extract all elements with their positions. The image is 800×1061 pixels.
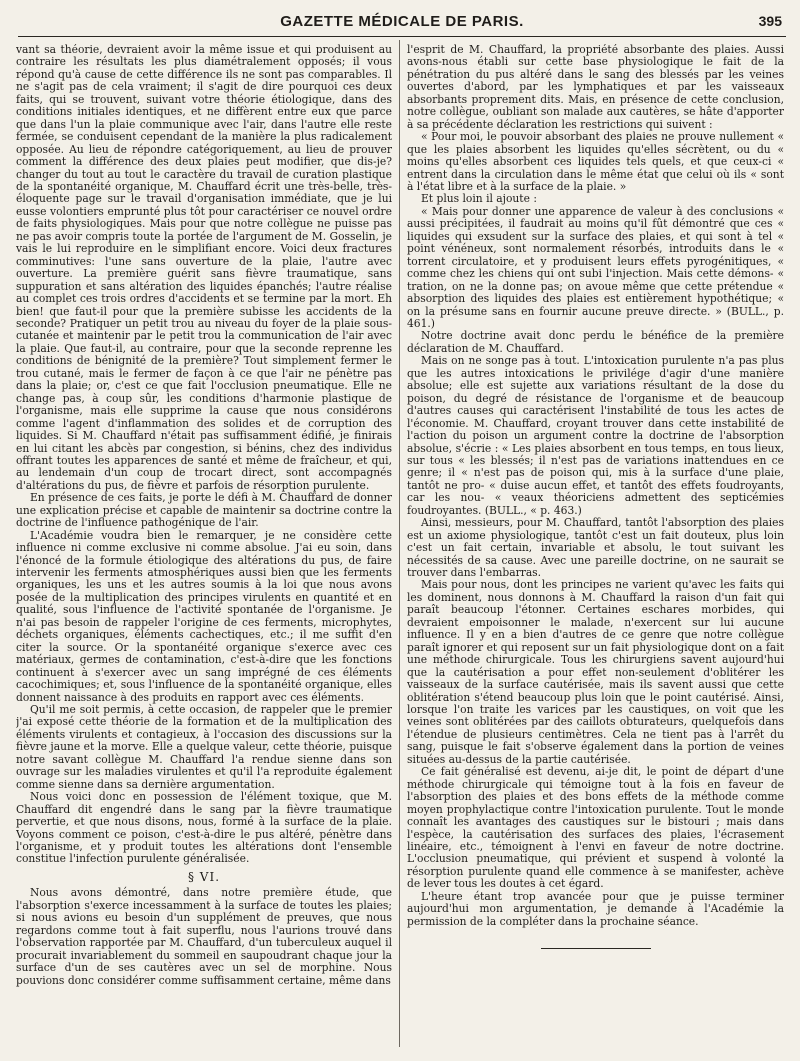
section-heading: § VI.	[187, 869, 221, 884]
page-header	[18, 10, 786, 37]
paragraph: Mais pour nous, dont les principes ne varient qu'avec les faits qui les dominent, nous donnons à M. Chauffard la raison d'un fait qui paraît beaucoup l'étonner. Certaines eschares morbides, qui devraient empoisonner le malade, n'exercent sur lui aucune influence. Il y en a bien d'autres de ce genre que notre collègue paraît ignorer et qui reposent sur un fait physiologique dont on a fait une méthode chirurgicale. Tous les chirurgiens savent aujourd'hui que la cautérisation a pour effet non-seulement d'oblitérer les vaisseaux de la surface cautérisée, mais ils savent aussi que cette oblitération s'étend beaucoup plus loin que le point cautérisé. Ainsi, lorsque l'on traite les varices par les caustiques, on voit que les veines sont oblitérées par des caillots obturateurs, quelquefois dans l'étendue de plusieurs centimètres. Cela ne tient pas à l'arrêt du sang, puisque le fait s'observe également dans la portion de veines situées au-dessus de la partie cautérisée.	[407, 578, 784, 766]
paragraph: vant sa théorie, devraient avoir la même issue et qui produisent au contraire les résultats les plus diamétralement opposés; il vous répond qu'à cause de cette différence ils ne sont pas comparables. Il ne s'agit pas de cela vraiment; il s'agit de dire pourquoi ces deux faits, qui se trouvent, suivant votre théorie étiologique, dans des conditions initiales identiques, et ne diffèrent entre eux que parce que dans l'un la plaie communique avec l'air, dans l'autre elle reste fermée, se conduisent cependant de la manière la plus radicalement opposée. Au lieu de répondre catégoriquement, au lieu de prouver comment la différence des deux plaies peut modifier, que dis-je? changer du tout au tout le caractère du travail de curation plastique de la spontanéité organique, M. Chauffard écrit une très-belle, très-éloquente page sur le travail d'organisation immédiate, que je lui eusse volontiers emprunté plus tôt pour caractériser ce nouvel ordre de faits physiologiques. Mais pour que notre collègue ne puisse pas ne pas avoir compris toute la portée de l'argument de M. Gosselin, je vais le lui reproduire en le simplifiant encore. Voici deux fractures comminutives: l'une sans ouverture de la plaie, l'autre avec ouverture. La première guérit sans fièvre traumatique, sans suppuration et sans altération des liquides épanchés; l'autre réalise au complet ces trois ordres d'accidents et se termine par la mort. Eh bien! que faut-il pour que la première subisse les accidents de la seconde? Pratiquer un petit trou au niveau du foyer de la plaie sous-cutanée et maintenir par le petit trou la communication de l'air avec la plaie. Que faut-il, au contraire, pour que la seconde reprenne les conditions de bénignité de la première? Tout simplement fermer le trou cutané, mais le fermer de façon à ce que l'air ne pénètre pas dans la plaie; or, c'est ce que fait l'occlusion pneumatique. Elle ne change pas, à coup sûr, les conditions d'harmonie plastique de l'organisme, mais elle supprime la cause que nous considérons comme l'agent d'inflammation des solides et de corruption des liquides. Si M. Chauffard n'était pas suffisamment édifié, je finirais en lui citant les abcès par congestion, si bénins, chez des individus offrant toutes les apparences de santé et même de fraîcheur, et qui, au lendemain d'un coup de trocart direct, sont accompagnés d'altérations du pus, de fièvre et parfois de résorption purulente.	[16, 44, 392, 492]
paragraph: Ce fait généralisé est devenu, ai-je dit, le point de départ d'une méthode chirurgicale qui témoigne tout à la fois en faveur de l'absorption des plaies et des bons effets de la méthode comme moyen prophylactique contre l'intoxication purulente. Tout le monde connaît les avantages des caustiques sur le bistouri ; mais dans l'espèce, la cautérisation des surfaces des plaies, l'écrasement linéaire, etc., témoignent à l'envi en faveur de notre doctrine. L'occlusion pneumatique, qui prévient et suspend à volonté la résorption purulente quand elle commence à se manifester, achève de lever tous les doutes à cet égard.	[407, 765, 784, 891]
left-column	[16, 44, 392, 1047]
paragraph: En présence de ces faits, je porte le défi à M. Chauffard de donner une explication précise et capable de maintenir sa doctrine contre la doctrine de l'influence pathogénique de l'air.	[16, 491, 392, 530]
paragraph: L'heure étant trop avancée pour que je puisse terminer aujourd'hui mon argumentation, je demande à l'Académie la permission de la compléter dans la prochaine séance.	[407, 889, 784, 928]
paragraph: Ainsi, messieurs, pour M. Chauffard, tantôt l'absorption des plaies est un axiome physiologique, tantôt c'est un fait douteux, plus loin c'est un fait certain, invariable et absolu, le tout suivant les nécessités de sa cause. Avec une pareille doctrine, on ne saurait se trouver dans l'embarras.	[407, 516, 784, 580]
page-number: 395	[758, 13, 782, 29]
paragraph: Mais on ne songe pas à tout. L'intoxication purulente n'a pas plus que les autres intoxications le privilége d'agir d'une manière absolue; elle est sujette aux variations résultant de la dose du poison, du degré de résistance de l'organisme et de beaucoup d'autres causes qui caractérisent l'instabilité de tous les actes de l'économie. M. Chauffard, croyant trouver dans cette instabilité de l'action du poison un argument contre la doctrine de l'absorption absolue, s'écrie : « Les plaies absorbent en tous temps, en tous lieux, sur tous « les blessés; il n'est pas de variations inattendues en ce genre; il « n'est pas de poison qui, mis à la surface d'une plaie, tantôt ne pro- « duise aucun effet, et tantôt des effets foudroyants, car les nou- « veaux théoriciens admettent des septicémies foudroyantes. (BULL., « p. 463.)	[407, 354, 784, 517]
journal-title: GAZETTE MÉDICALE DE PARIS.	[280, 13, 524, 30]
paragraph: Notre doctrine avait donc perdu le bénéfice de la première déclaration de M. Chauffard.	[407, 329, 784, 355]
block-quote: « Pour moi, le pouvoir absorbant des plaies ne prouve nullement « que les plaies absorbent les liquides qu'elles sécrètent, ou du « moins qu'elles absorbent ces liquides tels quels, et que ceux-ci « entrent dans la circulation dans le même état que celui où ils « sont à l'état libre et à la surface de la plaie. »	[407, 130, 784, 193]
paragraph: L'Académie voudra bien le remarquer, je ne considère cette influence ni comme exclusive ni comme absolue. J'ai eu soin, dans l'énoncé de la formule étiologique des altérations du pus, de faire intervenir les ferments atmosphériques aussi bien que les ferments organiques, les uns et les autres soumis à la loi que nous avons posée de la multiplication des principes virulents en quantité et en qualité, sous l'influence de l'activité spontanée de l'organisme. Je n'ai pas besoin de rappeler l'origine de ces ferments, microphytes, déchets organiques, éléments cachectiques, etc.; il me suffit d'en citer la source. Or la spontanéité organique s'exerce avec ces matériaux, germes de contamination, c'est-à-dire que les fonctions continuent à s'exercer avec un sang imprégné de ces éléments cacochimiques; et, sous l'influence de la spontanéité organique, elles donnent naissance à des produits en rapport avec ces éléments.	[16, 528, 392, 704]
paragraph: Qu'il me soit permis, à cette occasion, de rappeler que le premier j'ai exposé cette théorie de la formation et de la multiplication des éléments virulents et contagieux, à l'occasion des discussions sur la fièvre jaune et la morve. Elle a quelque valeur, cette théorie, puisque notre savant collègue M. Chauffard l'a rendue sienne dans son ouvrage sur les maladies virulentes et qu'il l'a reproduite également comme sienne dans sa dernière argumentation.	[16, 703, 392, 791]
paragraph: l'esprit de M. Chauffard, la propriété absorbante des plaies. Aussi avons-nous établi sur cette base physiologique le fait de la pénétration du pus altéré dans le sang des blessés par les veines ouvertes d'abord, par les lymphatiques et par les vaisseaux absorbants proprement dits. Mais, en présence de cette conclusion, notre collègue, oubliant son malade aux cautères, se hâte d'apporter à sa précédente déclaration les restrictions qui suivent :	[407, 44, 784, 131]
paragraph: Nous voici donc en possession de l'élément toxique, que M. Chauffard dit engendré dans le sang par la fièvre traumatique pervertie, et que nous disons, nous, formé à la surface de la plaie. Voyons comment ce poison, c'est-à-dire le pus altéré, pénètre dans l'organisme, et y produit toutes les altérations dont l'ensemble constitue l'infection purulente généralisée.	[16, 790, 392, 866]
paragraph: Nous avons démontré, dans notre première étude, que l'absorption s'exerce incessamment à la surface de toutes les plaies; si nous avions eu besoin d'un supplément de preuves, que nous regardons comme tout à fait superflu, nous l'aurions trouvé dans l'observation rapportée par M. Chauffard, d'un tuberculeux auquel il procurait invariablement du sommeil en saupoudrant chaque jour la surface d'un de ses cautères avec un sel de morphine. Nous pouvions donc considérer comme suffisamment certaine, même dans	[16, 886, 392, 987]
block-quote: « Mais pour donner une apparence de valeur à des conclusions « aussi précipitées, il faudrait au moins qu'il fût démontré que ces « liquides qui exsudent sur la surface des plaies, et qui sont à tel « point vénéneux, sont normalement résorbés, introduits dans le « torrent circulatoire, et y produisent leurs effets pyrogénitiques, « comme chez les chiens qui ont subi l'injection. Mais cette démons- « tration, on ne la donne pas; on avoue même que cette prétendue « absorption des liquides des plaies est entièrement hypothétique; « on la présume sans en fournir aucune preuve directe. » (BULL., p. 461.)	[407, 204, 784, 330]
end-rule	[541, 948, 651, 949]
paragraph: Et plus loin il ajoute :	[421, 192, 537, 206]
right-column	[407, 44, 784, 1047]
column-divider	[399, 40, 400, 1047]
